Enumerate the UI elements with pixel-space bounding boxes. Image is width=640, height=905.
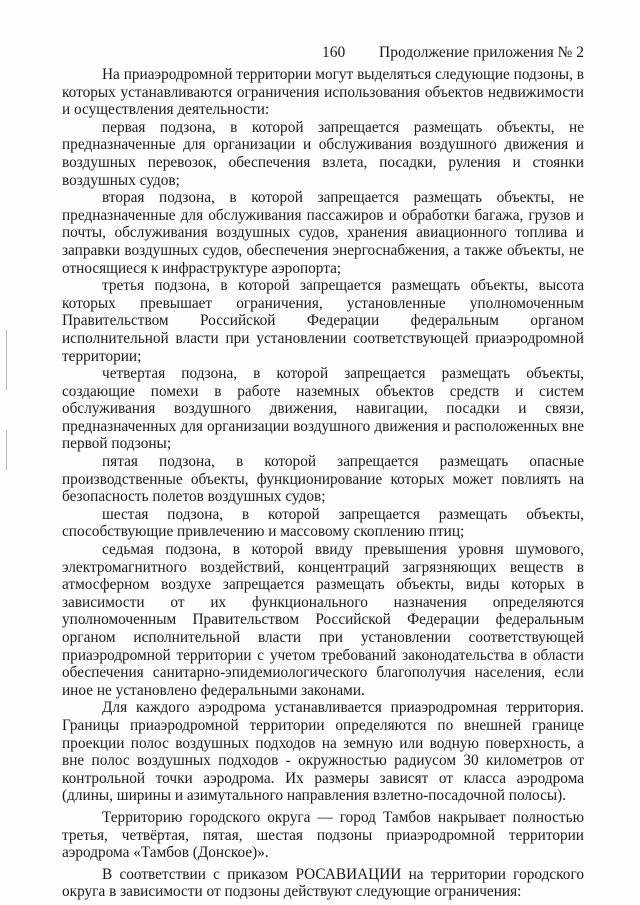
paragraph: четвертая подзона, в которой запрещается размещать объекты, создающие помехи в работе наземных объектов средств и систем обслуживания воздушного движения, навигации, посадки и связи, предназначенных для организации воздушного движения и расположенных вне первой подзоны; bbox=[62, 365, 584, 453]
paragraph: На приаэродромной территории могут выделяться следующие подзоны, в которых устанавливаются ограничения использования объектов недвижимости и осуществления деятельности: bbox=[62, 66, 584, 119]
paragraph: вторая подзона, в которой запрещается размещать объекты, не предназначенные для обслуживания пассажиров и обработки багажа, грузов и почты, обслуживания воздушных судов, хранения авиационного топлива и заправки воздушных судов, обеспечения энергоснабжения, а также объекты, не относящиеся к инфраструктуре аэропорта; bbox=[62, 189, 584, 277]
document-body bbox=[62, 66, 584, 901]
scan-edge-mark bbox=[6, 330, 7, 390]
paragraph: пятая подзона, в которой запрещается размещать опасные производственные объекты, функционирование которых может повлиять на безопасность полетов воздушных судов; bbox=[62, 453, 584, 506]
page-header bbox=[62, 44, 584, 64]
paragraph: В соответствии с приказом РОСАВИАЦИИ на территории городского округа в зависимости от подзоны действуют следующие ограничения: bbox=[62, 865, 584, 901]
paragraph: первая подзона, в которой запрещается размещать объекты, не предназначенные для организации и обслуживания воздушного движения и воздушных перевозок, обеспечения взлета, посадки, руления и стоянки воздушных судов; bbox=[62, 118, 584, 189]
appendix-caption: Продолжение приложения № 2 bbox=[379, 44, 584, 61]
paragraph: седьмая подзона, в которой ввиду превышения уровня шумового, электромагнитного воздействий, концентраций загрязняющих веществ в атмосферном воздухе запрещается размещать объекты, виды которых в зависимости от их функционального назначения определяются уполномоченным Правительством Российской Федерации федеральным органом исполнительной власти при установлении соответствующей приаэродромной территории с учетом требований законодательства в области обеспечения санитарно-эпидемиологического благополучия населения, если иное не установлено федеральными законами. bbox=[62, 541, 584, 699]
scan-edge-mark bbox=[6, 430, 7, 470]
paragraph: шестая подзона, в которой запрещается размещать объекты, способствующие привлечению и массовому скоплению птиц; bbox=[62, 505, 584, 541]
page-number: 160 bbox=[322, 44, 346, 61]
paragraph: Территорию городского округа — город Тамбов накрывает полностью третья, четвёртая, пятая, шестая подзоны приаэродромной территории аэродрома «Тамбов (Донское)». bbox=[62, 808, 584, 862]
paragraph: третья подзона, в которой запрещается размещать объекты, высота которых превышает ограничения, установленные уполномоченным Правительством Российской Федерации федеральным органом исполнительной власти при установлении соответствующей приаэродромной территории; bbox=[62, 277, 584, 365]
paragraph: Для каждого аэродрома устанавливается приаэродромная территория. Границы приаэродромной территории определяются по внешней границе проекции полос воздушных подходов на земную или водную поверхность, а вне полос воздушных подходов - окружностью радиусом 30 километров от контрольной точки аэродрома. Их размеры зависят от класса аэродрома (длины, ширины и азимутального направления взлетно-посадочной полосы). bbox=[62, 699, 584, 805]
